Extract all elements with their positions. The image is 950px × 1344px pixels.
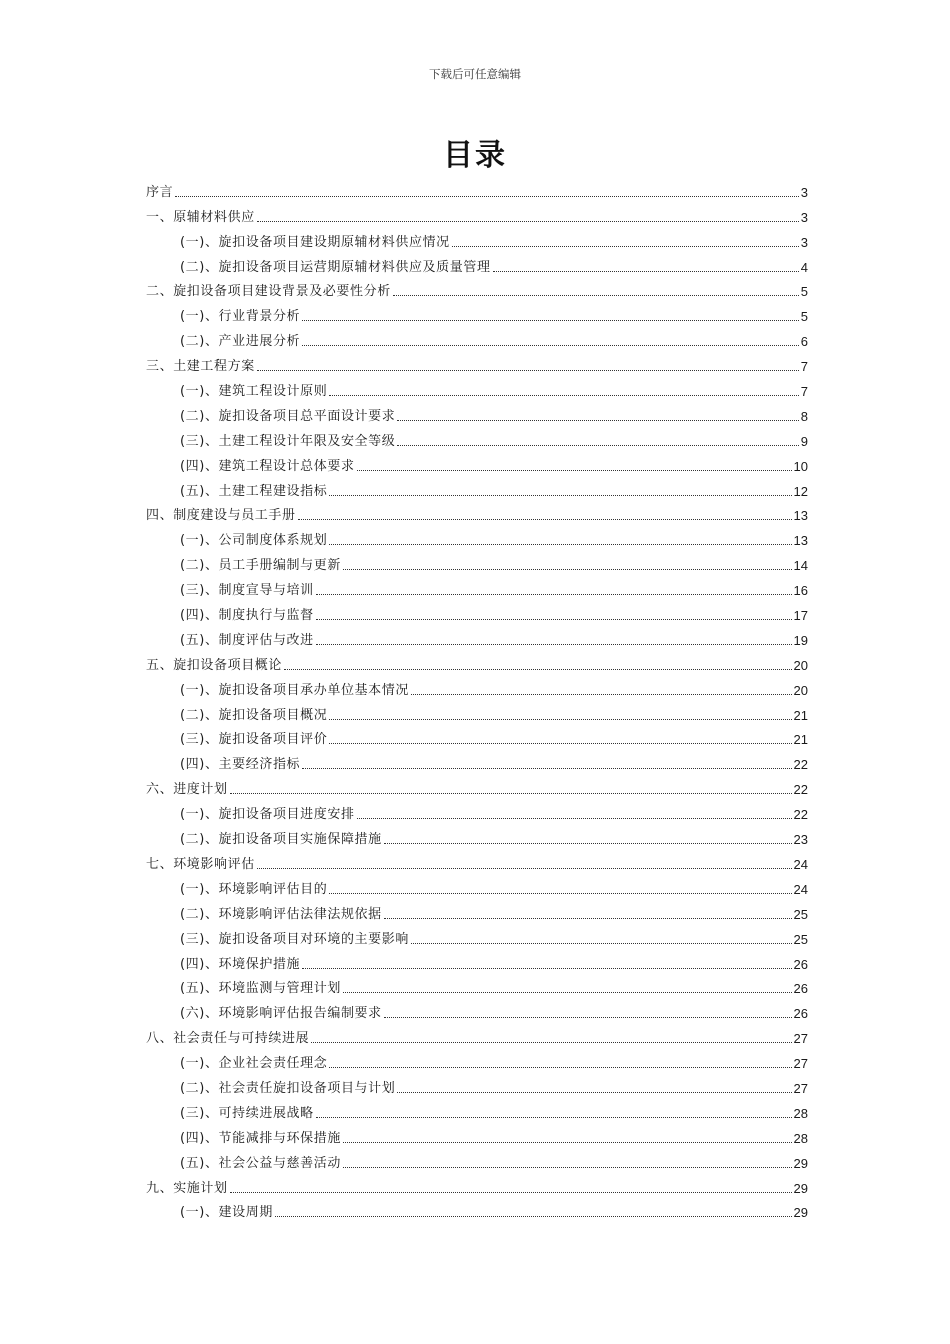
toc-entry-page: 27 <box>793 1056 808 1072</box>
toc-entry[interactable] <box>146 549 808 574</box>
toc-entry[interactable] <box>146 325 808 350</box>
toc-dot-leader <box>493 271 799 272</box>
toc-entry[interactable] <box>146 1022 808 1047</box>
toc-entry[interactable] <box>146 176 808 201</box>
toc-dot-leader <box>393 295 799 296</box>
toc-entry-label: (四)、节能减排与环保措施 <box>180 1130 341 1146</box>
toc-entry-label: 九、实施计划 <box>146 1180 228 1196</box>
toc-entry-label: (一)、行业背景分析 <box>180 309 301 325</box>
toc-entry-label: (三)、可持续进展战略 <box>180 1105 314 1121</box>
table-of-contents <box>146 176 808 1221</box>
toc-entry-page: 3 <box>800 209 808 225</box>
toc-entry-page: 17 <box>793 608 808 624</box>
toc-entry-label: (三)、土建工程设计年限及安全等级 <box>180 433 396 449</box>
toc-dot-leader <box>302 968 791 969</box>
toc-entry-label: 四、制度建设与员工手册 <box>146 508 296 524</box>
toc-entry[interactable] <box>146 997 808 1022</box>
toc-entry[interactable] <box>146 1097 808 1122</box>
toc-entry[interactable] <box>146 201 808 226</box>
toc-entry-label: 三、土建工程方案 <box>146 359 255 375</box>
toc-entry-page: 29 <box>793 1180 808 1196</box>
toc-dot-leader <box>316 1117 792 1118</box>
toc-dot-leader <box>411 943 792 944</box>
toc-entry-page: 14 <box>793 558 808 574</box>
toc-entry-page: 8 <box>800 408 808 424</box>
toc-dot-leader <box>357 470 792 471</box>
toc-entry[interactable] <box>146 773 808 798</box>
toc-entry-page: 20 <box>793 657 808 673</box>
toc-entry-label: (二)、员工手册编制与更新 <box>180 558 341 574</box>
toc-entry-page: 22 <box>793 757 808 773</box>
toc-entry-label: 序言 <box>146 184 174 200</box>
toc-entry-label: (四)、制度执行与监督 <box>180 608 314 624</box>
toc-entry[interactable] <box>146 898 808 923</box>
toc-dot-leader <box>257 221 799 222</box>
toc-dot-leader <box>298 519 792 520</box>
toc-entry-page: 13 <box>793 508 808 524</box>
toc-entry-label: (一)、环境影响评估目的 <box>180 881 328 897</box>
toc-dot-leader <box>316 594 792 595</box>
toc-entry[interactable] <box>146 973 808 998</box>
toc-entry[interactable] <box>146 748 808 773</box>
toc-entry-label: 六、进度计划 <box>146 782 228 798</box>
toc-entry-label: (三)、旋扣设备项目评价 <box>180 732 328 748</box>
toc-entry[interactable] <box>146 1197 808 1222</box>
toc-entry-label: (五)、社会公益与慈善活动 <box>180 1155 341 1171</box>
toc-entry[interactable] <box>146 350 808 375</box>
toc-dot-leader <box>302 345 799 346</box>
toc-dot-leader <box>411 694 792 695</box>
toc-entry-label: (一)、公司制度体系规划 <box>180 533 328 549</box>
toc-entry-label: (五)、土建工程建设指标 <box>180 483 328 499</box>
toc-entry-page: 21 <box>793 732 808 748</box>
toc-entry[interactable] <box>146 425 808 450</box>
toc-entry[interactable] <box>146 948 808 973</box>
toc-entry-label: (二)、旋扣设备项目总平面设计要求 <box>180 408 396 424</box>
toc-entry[interactable] <box>146 574 808 599</box>
toc-entry-label: (二)、环境影响评估法律法规依据 <box>180 906 382 922</box>
toc-dot-leader <box>329 544 791 545</box>
toc-entry-page: 16 <box>793 583 808 599</box>
toc-dot-leader <box>316 644 792 645</box>
toc-entry-page: 29 <box>793 1155 808 1171</box>
toc-entry-page: 9 <box>800 433 808 449</box>
toc-title: 目录 <box>443 138 507 173</box>
toc-dot-leader <box>329 395 798 396</box>
toc-entry-label: 五、旋扣设备项目概论 <box>146 657 283 673</box>
toc-dot-leader <box>316 619 792 620</box>
toc-entry-label: 二、旋扣设备项目建设背景及必要性分析 <box>146 284 391 300</box>
toc-dot-leader <box>175 196 799 197</box>
toc-entry-label: (一)、旋扣设备项目承办单位基本情况 <box>180 682 409 698</box>
toc-dot-leader <box>329 743 791 744</box>
toc-dot-leader <box>329 1067 791 1068</box>
toc-dot-leader <box>275 1216 792 1217</box>
toc-dot-leader <box>397 420 798 421</box>
toc-entry-page: 7 <box>800 384 808 400</box>
toc-entry[interactable] <box>146 923 808 948</box>
header-note: 下载后可任意编辑 <box>429 67 521 81</box>
toc-entry[interactable] <box>146 848 808 873</box>
toc-entry-page: 19 <box>793 632 808 648</box>
toc-entry[interactable] <box>146 226 808 251</box>
toc-dot-leader <box>343 992 792 993</box>
toc-entry[interactable] <box>146 450 808 475</box>
toc-entry-label: (四)、主要经济指标 <box>180 757 301 773</box>
toc-entry-label: (二)、旋扣设备项目运营期原辅材料供应及质量管理 <box>180 259 491 275</box>
toc-entry-page: 28 <box>793 1130 808 1146</box>
toc-dot-leader <box>384 843 792 844</box>
toc-entry-page: 5 <box>800 284 808 300</box>
toc-entry[interactable] <box>146 276 808 301</box>
toc-dot-leader <box>384 1017 792 1018</box>
toc-entry-label: (四)、环境保护措施 <box>180 956 301 972</box>
toc-entry-page: 25 <box>793 931 808 947</box>
toc-dot-leader <box>284 669 792 670</box>
toc-entry-label: (一)、旋扣设备项目建设期原辅材料供应情况 <box>180 234 450 250</box>
toc-entry-label: (六)、环境影响评估报告编制要求 <box>180 1006 382 1022</box>
toc-entry-page: 24 <box>793 856 808 872</box>
toc-entry[interactable] <box>146 524 808 549</box>
toc-dot-leader <box>357 818 792 819</box>
toc-dot-leader <box>384 918 792 919</box>
toc-entry[interactable] <box>146 1147 808 1172</box>
toc-entry-page: 5 <box>800 309 808 325</box>
toc-entry[interactable] <box>146 873 808 898</box>
toc-entry-page: 6 <box>800 334 808 350</box>
toc-entry-page: 4 <box>800 259 808 275</box>
toc-entry-label: (五)、制度评估与改进 <box>180 632 314 648</box>
toc-entry-page: 27 <box>793 1031 808 1047</box>
toc-entry[interactable] <box>146 798 808 823</box>
toc-entry-label: (一)、旋扣设备项目进度安排 <box>180 807 355 823</box>
toc-entry-page: 20 <box>793 682 808 698</box>
toc-entry[interactable] <box>146 624 808 649</box>
toc-entry-page: 22 <box>793 807 808 823</box>
toc-dot-leader <box>257 868 792 869</box>
toc-entry-page: 24 <box>793 881 808 897</box>
toc-entry-page: 3 <box>800 234 808 250</box>
toc-dot-leader <box>257 370 799 371</box>
toc-entry[interactable] <box>146 400 808 425</box>
toc-entry-page: 22 <box>793 782 808 798</box>
toc-entry-page: 26 <box>793 956 808 972</box>
toc-entry[interactable] <box>146 375 808 400</box>
toc-entry-label: 八、社会责任与可持续进展 <box>146 1031 310 1047</box>
toc-entry-label: (一)、建设周期 <box>180 1205 273 1221</box>
toc-dot-leader <box>302 768 791 769</box>
toc-entry-page: 29 <box>793 1205 808 1221</box>
toc-entry-page: 12 <box>793 483 808 499</box>
toc-dot-leader <box>343 1142 792 1143</box>
toc-dot-leader <box>329 893 791 894</box>
toc-entry[interactable] <box>146 724 808 749</box>
toc-entry-page: 13 <box>793 533 808 549</box>
toc-entry-page: 3 <box>800 184 808 200</box>
toc-entry[interactable] <box>146 699 808 724</box>
toc-entry-page: 25 <box>793 906 808 922</box>
toc-entry-label: 七、环境影响评估 <box>146 856 255 872</box>
toc-dot-leader <box>452 246 799 247</box>
toc-entry-label: (五)、环境监测与管理计划 <box>180 981 341 997</box>
toc-entry[interactable] <box>146 1072 808 1097</box>
toc-dot-leader <box>343 1167 792 1168</box>
toc-entry-label: (二)、旋扣设备项目实施保障措施 <box>180 832 382 848</box>
toc-entry-label: 一、原辅材料供应 <box>146 209 255 225</box>
toc-entry[interactable] <box>146 823 808 848</box>
toc-entry-label: (二)、产业进展分析 <box>180 334 301 350</box>
toc-dot-leader <box>302 320 799 321</box>
toc-entry-page: 26 <box>793 981 808 997</box>
toc-entry[interactable] <box>146 251 808 276</box>
toc-dot-leader <box>311 1042 791 1043</box>
toc-dot-leader <box>343 569 792 570</box>
toc-entry-page: 21 <box>793 707 808 723</box>
toc-entry-label: (一)、建筑工程设计原则 <box>180 384 328 400</box>
toc-entry[interactable] <box>146 674 808 699</box>
toc-entry-page: 7 <box>800 359 808 375</box>
toc-entry-label: (四)、建筑工程设计总体要求 <box>180 458 355 474</box>
toc-entry[interactable] <box>146 300 808 325</box>
toc-entry-label: (二)、旋扣设备项目概况 <box>180 707 328 723</box>
toc-entry-label: (三)、制度宣导与培训 <box>180 583 314 599</box>
toc-entry-page: 10 <box>793 458 808 474</box>
toc-dot-leader <box>329 495 791 496</box>
toc-entry[interactable] <box>146 475 808 500</box>
toc-entry-page: 26 <box>793 1006 808 1022</box>
toc-dot-leader <box>397 1092 791 1093</box>
toc-entry[interactable] <box>146 599 808 624</box>
toc-entry[interactable] <box>146 1122 808 1147</box>
toc-dot-leader <box>329 719 791 720</box>
toc-dot-leader <box>230 1192 792 1193</box>
toc-entry-page: 23 <box>793 832 808 848</box>
toc-entry[interactable] <box>146 1047 808 1072</box>
toc-entry-page: 28 <box>793 1105 808 1121</box>
toc-entry[interactable] <box>146 649 808 674</box>
toc-entry-label: (二)、社会责任旋扣设备项目与计划 <box>180 1080 396 1096</box>
toc-entry-page: 27 <box>793 1080 808 1096</box>
toc-entry[interactable] <box>146 500 808 525</box>
toc-entry[interactable] <box>146 1172 808 1197</box>
toc-dot-leader <box>397 445 798 446</box>
toc-entry-label: (三)、旋扣设备项目对环境的主要影响 <box>180 931 409 947</box>
toc-entry-label: (一)、企业社会责任理念 <box>180 1056 328 1072</box>
toc-dot-leader <box>230 793 792 794</box>
